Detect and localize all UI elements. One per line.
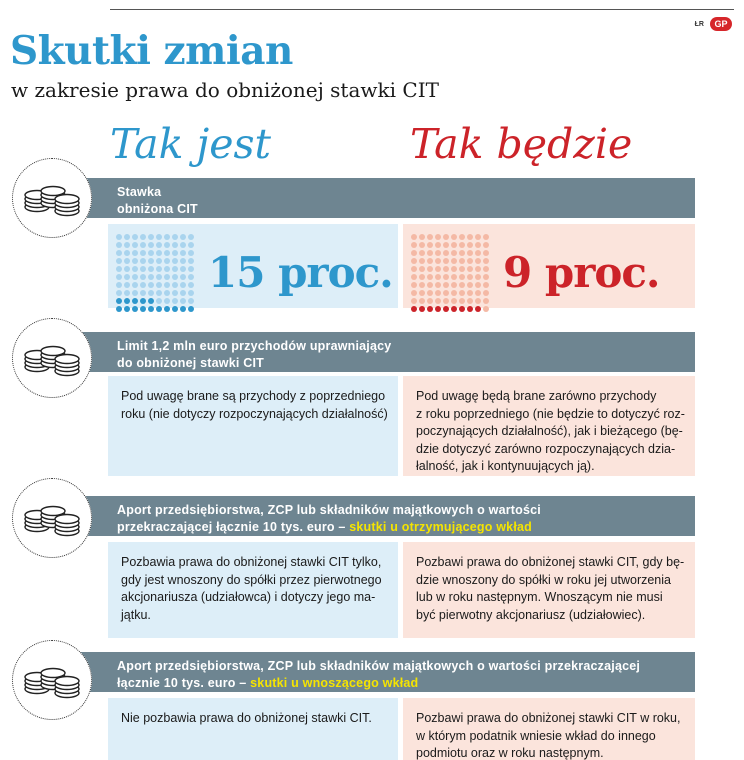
rate-dot xyxy=(475,258,481,264)
rate-dot xyxy=(435,298,441,304)
rate-dot xyxy=(188,274,194,280)
rate-dot xyxy=(188,258,194,264)
rate-dot xyxy=(467,282,473,288)
rate-dot xyxy=(180,274,186,280)
coin-shape xyxy=(41,507,65,516)
rate-dot xyxy=(451,274,457,280)
rate-dot xyxy=(435,250,441,256)
rate-dot xyxy=(435,306,441,312)
rate-dot xyxy=(459,266,465,272)
rate-dot xyxy=(180,242,186,248)
rate-dot xyxy=(483,234,489,240)
rate-dot xyxy=(172,290,178,296)
rate-dot xyxy=(132,242,138,248)
rate-dot xyxy=(435,274,441,280)
rate-dot xyxy=(132,250,138,256)
rate-dot xyxy=(124,290,130,296)
section-heading-line2: obniżona CIT xyxy=(117,202,198,216)
rate-dot xyxy=(475,282,481,288)
rate-dot xyxy=(180,266,186,272)
section-heading-line1: Aport przedsiębiorstwa, ZCP lub składników majątkowych o wartości przekraczającej xyxy=(117,659,641,673)
rate-dot xyxy=(124,274,130,280)
rate-dot xyxy=(483,290,489,296)
rate-dot xyxy=(443,266,449,272)
rate-dot xyxy=(156,298,162,304)
rate-dot xyxy=(164,298,170,304)
panel-text: Nie pozbawia prawa do obniżonej stawki CIT. xyxy=(121,711,372,725)
rate-dot xyxy=(180,290,186,296)
rate-dot-grid xyxy=(411,234,489,312)
rate-dot xyxy=(164,306,170,312)
text-panel-current xyxy=(108,376,398,476)
coins-icon xyxy=(12,158,92,238)
rate-dot xyxy=(467,234,473,240)
rate-dot xyxy=(459,242,465,248)
rate-dot xyxy=(435,266,441,272)
rate-dot xyxy=(427,290,433,296)
rate-panel-current xyxy=(108,224,398,308)
rate-dot xyxy=(459,298,465,304)
rate-dot xyxy=(148,258,154,264)
rate-dot xyxy=(459,282,465,288)
gp-logo-icon: GP xyxy=(710,17,732,31)
rate-dot xyxy=(156,234,162,240)
rate-dot xyxy=(443,306,449,312)
rate-dot xyxy=(116,234,122,240)
rate-dot xyxy=(443,274,449,280)
section-heading-line2: łącznie 10 tys. euro – xyxy=(117,676,247,690)
panel-text: Pod uwagę będą brane zarówno przychody z roku poprzedniego (nie będzie to dotyczyć roz- poczynających działalność), jak i bieżącego (bę- dzie dotyczyć zarówno rozpoczynających dzia- łalność, jak i kontynuujących ją). xyxy=(416,389,685,473)
section-bar-rate xyxy=(45,178,695,218)
coin-shape xyxy=(55,195,79,204)
coin-shape xyxy=(41,347,65,356)
coins-icon xyxy=(12,318,92,398)
rate-dot xyxy=(172,274,178,280)
rate-dot xyxy=(148,242,154,248)
rate-value-future: 9 proc. xyxy=(503,248,660,298)
section-highlight: skutki u wnoszącego wkład xyxy=(250,676,419,690)
rate-dot xyxy=(475,234,481,240)
rate-dot xyxy=(116,274,122,280)
rate-dot xyxy=(124,282,130,288)
rate-dot xyxy=(172,258,178,264)
rate-dot xyxy=(116,258,122,264)
rate-dot xyxy=(188,242,194,248)
rate-dot xyxy=(419,242,425,248)
rate-dot xyxy=(443,298,449,304)
section-heading-line1: Aport przedsiębiorstwa, ZCP lub składników majątkowych o wartości xyxy=(117,503,541,517)
rate-dot xyxy=(172,242,178,248)
rate-dot xyxy=(427,234,433,240)
rate-dot xyxy=(451,258,457,264)
rate-dot xyxy=(180,282,186,288)
rate-dot xyxy=(180,306,186,312)
rate-dot xyxy=(467,290,473,296)
rate-dot xyxy=(443,290,449,296)
rate-dot xyxy=(116,290,122,296)
rate-dot xyxy=(132,290,138,296)
rate-dot xyxy=(459,274,465,280)
rate-dot xyxy=(451,250,457,256)
rate-dot xyxy=(180,250,186,256)
rate-dot xyxy=(116,282,122,288)
rate-dot xyxy=(475,290,481,296)
column-heading-current: Tak jest xyxy=(110,120,271,168)
rate-dot xyxy=(459,234,465,240)
rate-dot xyxy=(116,306,122,312)
page-title: Skutki zmian xyxy=(10,28,293,74)
rate-dot xyxy=(164,250,170,256)
rate-dot xyxy=(164,274,170,280)
section-bar-aport-receiver xyxy=(45,496,695,536)
rate-dot xyxy=(148,282,154,288)
rate-dot xyxy=(475,242,481,248)
rate-dot xyxy=(435,258,441,264)
rate-dot xyxy=(132,298,138,304)
rate-dot xyxy=(411,266,417,272)
rate-dot xyxy=(427,298,433,304)
rate-dot xyxy=(180,298,186,304)
rate-dot xyxy=(124,242,130,248)
text-panel-current xyxy=(108,542,398,638)
rate-dot xyxy=(419,298,425,304)
coins-icon xyxy=(12,640,92,720)
coins-icon xyxy=(12,478,92,558)
rate-dot xyxy=(164,282,170,288)
rate-dot xyxy=(435,290,441,296)
section-highlight: skutki u otrzymującego wkład xyxy=(349,520,532,534)
rate-dot xyxy=(124,266,130,272)
panel-text: Pozbawi prawa do obniżonej stawki CIT, gdy bę- dzie wnoszony do spółki w roku jej utworzenia lub w roku następnym. Wnoszącym nie musi być pierwotny akcjonariusz (udziałowiec). xyxy=(416,555,685,622)
rate-dot xyxy=(132,306,138,312)
rate-dot xyxy=(124,258,130,264)
rate-dot xyxy=(188,290,194,296)
rate-dot xyxy=(148,290,154,296)
rate-dot xyxy=(188,282,194,288)
rate-dot xyxy=(132,258,138,264)
rate-dot xyxy=(188,234,194,240)
brand xyxy=(695,17,732,31)
rate-dot xyxy=(443,258,449,264)
rate-dot xyxy=(172,250,178,256)
coin-shape xyxy=(55,677,79,686)
rate-dot xyxy=(451,266,457,272)
rate-dot xyxy=(427,242,433,248)
rate-dot xyxy=(419,290,425,296)
rate-dot xyxy=(148,306,154,312)
rate-dot xyxy=(419,282,425,288)
column-heading-future: Tak będzie xyxy=(410,120,633,168)
rate-dot xyxy=(132,266,138,272)
rate-dot xyxy=(140,282,146,288)
rate-dot xyxy=(467,298,473,304)
rate-dot xyxy=(411,274,417,280)
rate-dot xyxy=(164,242,170,248)
rate-dot xyxy=(483,242,489,248)
rate-dot xyxy=(435,282,441,288)
rate-dot xyxy=(148,250,154,256)
rate-dot xyxy=(148,298,154,304)
rate-dot xyxy=(140,234,146,240)
rate-dot xyxy=(419,274,425,280)
coin-shape xyxy=(55,355,79,364)
rate-dot xyxy=(427,282,433,288)
rate-dot xyxy=(140,290,146,296)
rate-dot xyxy=(459,250,465,256)
top-rule xyxy=(110,9,734,10)
rate-dot xyxy=(411,306,417,312)
rate-dot xyxy=(188,266,194,272)
rate-dot xyxy=(140,298,146,304)
rate-dot xyxy=(451,234,457,240)
rate-dot xyxy=(475,298,481,304)
rate-dot xyxy=(443,250,449,256)
rate-dot xyxy=(451,290,457,296)
text-panel-current xyxy=(108,698,398,760)
rate-dot xyxy=(164,234,170,240)
rate-dot xyxy=(148,266,154,272)
rate-dot xyxy=(419,250,425,256)
rate-dot xyxy=(116,242,122,248)
rate-dot xyxy=(427,266,433,272)
rate-dot xyxy=(467,242,473,248)
rate-dot xyxy=(419,258,425,264)
section-bar-limit xyxy=(45,332,695,372)
rate-dot xyxy=(419,234,425,240)
rate-dot xyxy=(467,250,473,256)
rate-dot xyxy=(435,242,441,248)
rate-dot xyxy=(419,266,425,272)
rate-dot xyxy=(435,234,441,240)
coin-shape xyxy=(41,669,65,678)
rate-dot xyxy=(140,250,146,256)
rate-dot xyxy=(132,234,138,240)
rate-dot xyxy=(475,250,481,256)
rate-dot xyxy=(140,306,146,312)
rate-panel-future xyxy=(403,224,695,308)
rate-dot xyxy=(124,234,130,240)
rate-dot xyxy=(156,290,162,296)
rate-dot xyxy=(459,258,465,264)
rate-dot xyxy=(483,258,489,264)
rate-dot xyxy=(164,258,170,264)
rate-dot xyxy=(156,258,162,264)
rate-dot xyxy=(483,282,489,288)
rate-dot-grid xyxy=(116,234,194,312)
rate-dot xyxy=(411,234,417,240)
rate-dot xyxy=(188,298,194,304)
rate-dot xyxy=(156,242,162,248)
rate-dot xyxy=(467,306,473,312)
rate-dot xyxy=(483,306,489,312)
rate-dot xyxy=(156,282,162,288)
rate-dot xyxy=(156,306,162,312)
rate-dot xyxy=(124,298,130,304)
author-initials: ŁR xyxy=(694,20,704,28)
page-subtitle: w zakresie prawa do obniżonej stawki CIT xyxy=(11,78,439,102)
rate-dot xyxy=(180,258,186,264)
panel-text: Pozbawi prawa do obniżonej stawki CIT w roku, w którym podatnik wniesie wkład do innego podmiotu oraz w roku następnym. xyxy=(416,711,681,760)
rate-dot xyxy=(427,274,433,280)
rate-dot xyxy=(172,266,178,272)
rate-dot xyxy=(475,274,481,280)
rate-dot xyxy=(124,306,130,312)
rate-dot xyxy=(156,274,162,280)
rate-dot xyxy=(411,258,417,264)
rate-dot xyxy=(451,242,457,248)
rate-dot xyxy=(172,306,178,312)
panel-text: Pod uwagę brane są przychody z poprzedniego roku (nie dotyczy rozpoczynających działalność) xyxy=(121,389,388,421)
rate-dot xyxy=(451,282,457,288)
rate-dot xyxy=(148,274,154,280)
rate-dot xyxy=(443,234,449,240)
rate-dot xyxy=(172,282,178,288)
rate-dot xyxy=(483,274,489,280)
rate-dot xyxy=(427,306,433,312)
coin-shape xyxy=(55,515,79,524)
rate-dot xyxy=(483,266,489,272)
text-panel-future xyxy=(403,698,695,760)
rate-dot xyxy=(124,250,130,256)
rate-dot xyxy=(156,266,162,272)
rate-dot xyxy=(132,274,138,280)
rate-dot xyxy=(411,290,417,296)
section-bar-aport-contributor xyxy=(45,652,695,692)
rate-dot xyxy=(116,250,122,256)
rate-dot xyxy=(467,258,473,264)
rate-dot xyxy=(427,258,433,264)
rate-dot xyxy=(451,298,457,304)
rate-dot xyxy=(411,242,417,248)
rate-dot xyxy=(451,306,457,312)
rate-dot xyxy=(411,282,417,288)
section-heading-line2: przekraczającej łącznie 10 tys. euro – xyxy=(117,520,346,534)
rate-dot xyxy=(172,234,178,240)
rate-dot xyxy=(419,306,425,312)
section-heading-line2: do obniżonej stawki CIT xyxy=(117,356,264,370)
rate-dot xyxy=(188,306,194,312)
rate-dot xyxy=(180,234,186,240)
rate-dot xyxy=(475,266,481,272)
rate-dot xyxy=(140,274,146,280)
rate-dot xyxy=(459,306,465,312)
rate-dot xyxy=(411,250,417,256)
rate-dot xyxy=(427,250,433,256)
rate-dot xyxy=(483,298,489,304)
rate-dot xyxy=(443,242,449,248)
rate-dot xyxy=(467,266,473,272)
rate-dot xyxy=(443,282,449,288)
rate-dot xyxy=(116,298,122,304)
rate-dot xyxy=(140,258,146,264)
text-panel-future xyxy=(403,542,695,638)
section-heading-line1: Limit 1,2 mln euro przychodów uprawniający xyxy=(117,339,392,353)
rate-dot xyxy=(411,298,417,304)
coin-shape xyxy=(41,187,65,196)
rate-dot xyxy=(140,266,146,272)
rate-dot xyxy=(459,290,465,296)
panel-text: Pozbawia prawa do obniżonej stawki CIT tylko, gdy jest wnoszony do spółki przez pierwotnego akcjonariusza (udziałowca) i dotyczy jego ma- jątku. xyxy=(121,555,382,622)
rate-dot xyxy=(467,274,473,280)
rate-dot xyxy=(132,282,138,288)
rate-dot xyxy=(116,266,122,272)
rate-dot xyxy=(140,242,146,248)
rate-dot xyxy=(475,306,481,312)
rate-dot xyxy=(164,266,170,272)
rate-dot xyxy=(148,234,154,240)
rate-dot xyxy=(164,290,170,296)
rate-dot xyxy=(188,250,194,256)
rate-value-current: 15 proc. xyxy=(208,248,393,298)
text-panel-future xyxy=(403,376,695,476)
rate-dot xyxy=(156,250,162,256)
rate-dot xyxy=(172,298,178,304)
section-heading-line1: Stawka xyxy=(117,185,162,199)
rate-dot xyxy=(483,250,489,256)
